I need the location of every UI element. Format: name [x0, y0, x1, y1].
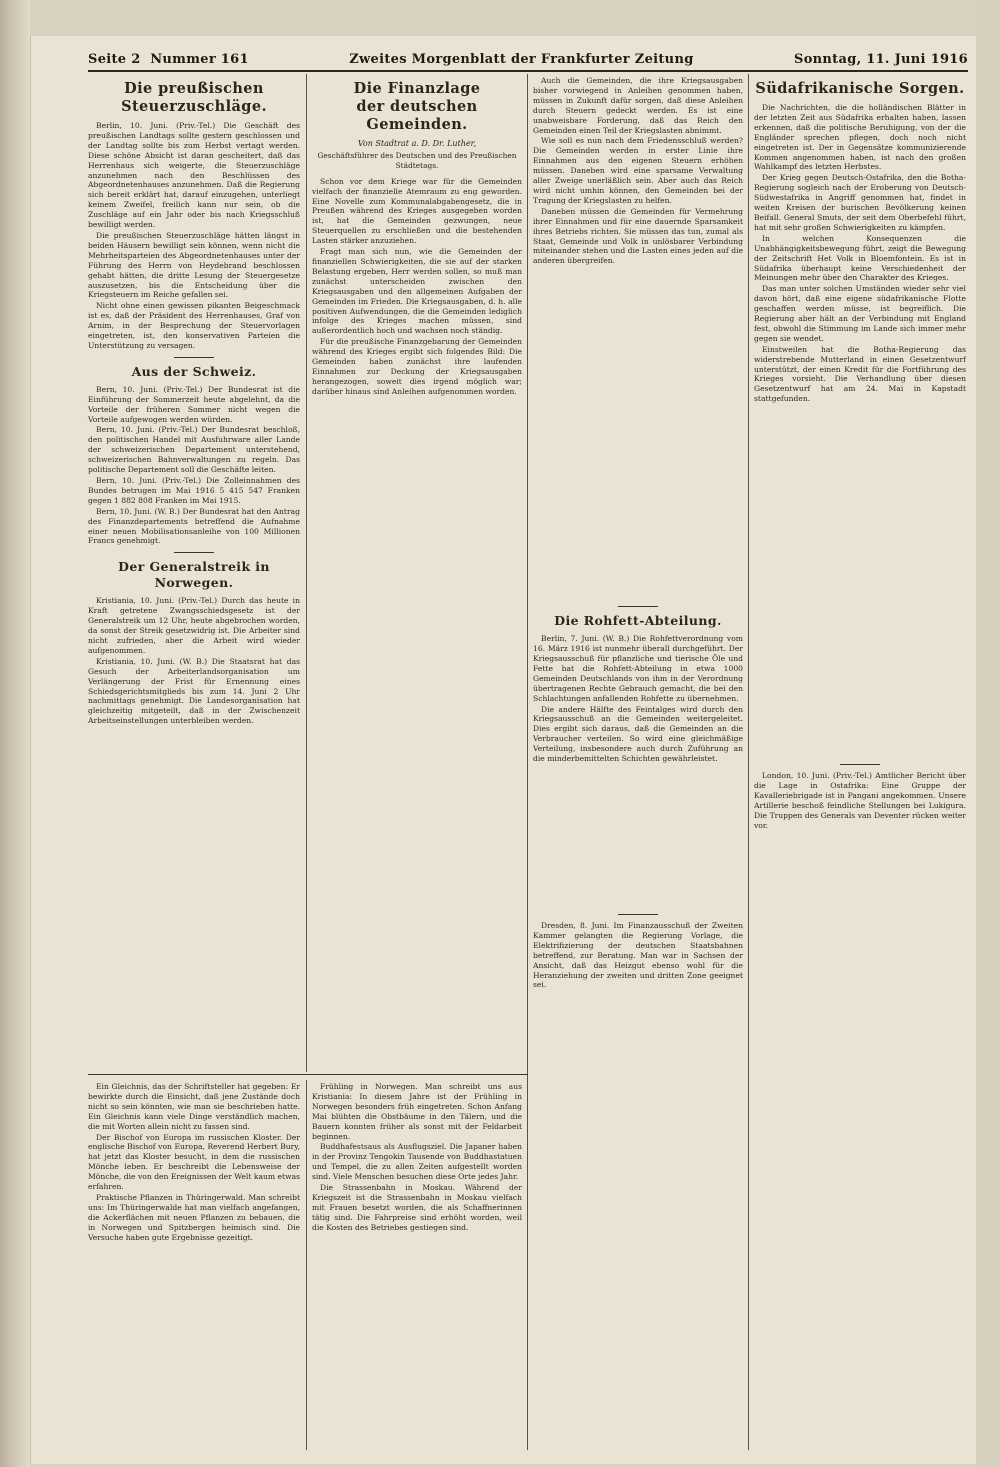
- article-paragraph: London, 10. Juni. (Priv.-Tel.) Amtlicher Bericht über die Lage in Ostafrika: Eine Gruppe der Kavalleriebrigade ist in Pangani angekommen. Unsere Artillerie beschoß feindliche Stellungen bei Lukigura. Die Truppen des Generals van Deventer rücken weiter vor.: [754, 771, 966, 830]
- article-paragraph: Kristiania, 10. Juni. (Priv.-Tel.) Durch das heute in Kraft getretene Zwangsschiedsgesetz ist der Generalstreik um 12 Uhr, heute abgebrochen worden, da sonst der Streik gesetzwidrig ist. Die Arbeiter sind nicht zufrieden, aber die Arbeit wird wieder aufgenommen.: [88, 596, 300, 655]
- headline-finanzlage-line1: Die Finanzlage: [353, 80, 481, 97]
- masthead-date: Sonntag, 11. Juni 1916: [794, 51, 968, 67]
- section-divider: [618, 606, 658, 607]
- article-paragraph: Der Krieg gegen Deutsch-Ostafrika, den die Botha-Regierung sogleich nach der Eroberung von Deutsch-Südwestafrika in Angriff genommen hat, findet in weiten Kreisen der burischen Bevölkerung keinen Beifall. General Smuts, der seit dem Oberbefehl führt, hat mit sehr großen Schwierigkeiten zu kämpfen.: [754, 173, 966, 232]
- masthead-title: Zweites Morgenblatt der Frankfurter Zeitung: [349, 51, 694, 67]
- author-affiliation: Geschäftsführer des Deutschen und des Preußischen Städtetags.: [317, 150, 517, 170]
- column-2: [312, 76, 522, 1072]
- scan-edge-left: [0, 0, 30, 1467]
- feuilleton-column-1: [88, 1082, 300, 1448]
- feuilleton-column-2: [312, 1082, 522, 1448]
- article-paragraph: Buddhafestsaus als Ausflugsziel. Die Japaner haben in der Provinz Tengokin Tausende von Buddhastatuen und Tempel, die zu allen Zeiten aufgestellt worden sind. Viele Menschen besuchen diese Orte jedes Jahr.: [312, 1142, 522, 1182]
- article-paragraph: Das man unter solchen Umständen wieder sehr viel davon hört, daß eine eigene südafrikanische Flotte geschaffen werden müsse, ist begreiflich. Die Regierung aber hält an der Verbindung mit England fest, obwohl die Stimmung im Lande sich immer mehr gegen sie wendet.: [754, 284, 966, 343]
- section-divider: [174, 552, 214, 553]
- column-rule: [748, 74, 749, 1450]
- article-paragraph: Nicht ohne einen gewissen pikanten Beigeschmack ist es, daß der Präsident des Herrenhauses, Graf von Arnim, in der Besprechung der Steuervorlagen eingetreten, ist, den konservativen Parteien die Unterstützung zu versagen.: [88, 301, 300, 350]
- headline-rohfett: Die Rohfett-Abteilung.: [554, 613, 722, 629]
- headline-finanzlage-line2: der deutschen Gemeinden.: [356, 98, 478, 133]
- article-paragraph: Der Bischof von Europa im russischen Kloster. Der englische Bischof von Europa, Reverend Herbert Bury, hat jetzt das Kloster besucht, in dem die russischen Mönche leben. Er beschreibt die Lebensweise der Mönche, die von den Ereignissen der Welt kaum etwas erfahren.: [88, 1132, 300, 1192]
- headline-norwegen: Der Generalstreik in Norwegen.: [118, 559, 270, 591]
- article-paragraph: Frühling in Norwegen. Man schreibt uns aus Kristiania: In diesem Jahre ist der Frühling in Norwegen besonders früh eingetreten. Schon Anfang Mai blühten die Obstbäume in den Tälern, und die Bauern konnten früher als sonst mit der Feldarbeit beginnen.: [312, 1082, 522, 1141]
- section-divider: [174, 357, 214, 358]
- article-paragraph: Die Strassenbahn in Moskau. Während der Kriegszeit ist die Strassenbahn in Moskau vielfach mit Frauen besetzt worden, die als Schaffnerinnen tätig sind. Die Fahrpreise sind erhöht worden, weil die Kosten des Betriebes gestiegen sind.: [312, 1183, 522, 1232]
- scan-edge-right: [976, 0, 1000, 1467]
- article-paragraph: Schon vor dem Kriege war für die Gemeinden vielfach der finanzielle Atemraum zu eng geworden. Eine Novelle zum Kommunalabgabengesetz, die in Preußen während des Krieges ausgegeben worden ist, hat die Gemeinden gezwungen, neue Steuerquellen zu erschließen und die bestehenden Lasten stärker anzuziehen.: [312, 176, 522, 246]
- article-paragraph: Berlin, 10. Juni. (Priv.-Tel.) Die Geschäft des preußischen Landtags sollte gestern geschlossen und der Landtag sollte bis zum Herbst vertagt werden. Diese schöne Absicht ist daran gescheitert, daß das Herrenhaus sich weigerte, die Steuerzuschläge anzunehmen nach den Beschlüssen des Abgeordnetenhauses anzunehmen. Daß die Regierung sich bereit erklärt hat, darauf einzugehen, unterliegt keinem Zweifel, freilich kann nur sein, ob die Zuschläge auf ein Jahr oder bis nach Kriegsschluß bewilligt werden.: [88, 121, 300, 230]
- byline: Von Stadtrat a. D. Dr. Luther,: [357, 139, 477, 148]
- column-1: [88, 76, 300, 1072]
- headline-schweiz: Aus der Schweiz.: [131, 363, 257, 379]
- article-paragraph: Wie soll es nun nach dem Friedensschluß werden? Die Gemeinden werden in erster Linie ihre Einnahmen aus den eigenen Steuern erhöhen müssen. Daneben wird eine sparsame Verwaltung aller Zweige unerläßlich sein. Aber auch das Reich wird nicht umhin können, den Gemeinden bei der Tragung der Kriegslasten zu helfen.: [533, 136, 743, 205]
- masthead-rule: [88, 70, 968, 72]
- article-paragraph: Die preußischen Steuerzuschläge hätten längst in beiden Häusern bewilligt sein können, wenn nicht die Mehrheitsparteien des Abgeordnetenhauses unter der Führung des Herrn von Heydebrand beschlossen gehabt hätten, die dritte Lesung der Steuergesetze auszusetzen, bis die Entscheidung über die Kriegsteuern im Reiche gefallen sei.: [88, 230, 300, 300]
- article-paragraph: Kristiania, 10. Juni. (W. B.) Die Staatsrat hat das Gesuch der Arbeiterlandsorganisation um Verlängerung der Frist für Ernennung eines Schiedsgerichtsmitglieds bis zum 14. Juni 2 Uhr nachmittags genehmigt. Die Landesorganisation hat gleichzeitig mitgeteilt, daß in der Zwischenzeit Arbeitseinstellungen unterbleiben werden.: [88, 656, 300, 726]
- masthead: [88, 48, 968, 70]
- issue-number: Nummer 161: [150, 51, 249, 67]
- article-paragraph: Die andere Hälfte des Feintalges wird durch den Kriegsausschuß an die Gemeinden weitergeleitet. Dies ergibt sich daraus, daß die Gemeinden an die Verbraucher verteilen. So wird eine gleichmäßige Verteilung, insbesondere auch durch Zuführung an die minderbemittelten Schichten gewährleistet.: [533, 704, 743, 764]
- article-paragraph: Bern, 10. Juni. (Priv.-Tel.) Der Bundesrat ist die Einführung der Sommerzeit heute abgelehnt, da die Vorteile der früheren Sommer nicht wegen die Vorteile aufgewogen werden würden.: [88, 384, 300, 424]
- article-paragraph: Dresden, 8. Juni. Im Finanzausschuß der Zweiten Kammer gelangten die Regierung Vorlage, die Elektrifizierung der deutschen Staatsbahnen betreffend, zur Beratung. Man war in Sachsen der Ansicht, daß das Heizgut ebenso wohl für die Heranziehung der zweiten und dritten Zone geeignet sei.: [533, 921, 743, 990]
- column-4: [754, 76, 966, 1446]
- article-paragraph: Auch die Gemeinden, die ihre Kriegsausgaben bisher vorwiegend in Anleihen genommen haben, müssen in Zukunft dafür sorgen, daß diese Anleihen durch Steuern gedeckt werden. Es ist eine unabweisbare Forderung, daß das Reich den Gemeinden einen Teil der Kriegslasten abnimmt.: [533, 76, 743, 135]
- headline-suedafrika: Südafrikanische Sorgen.: [755, 80, 965, 97]
- column-rule: [306, 1080, 307, 1450]
- article-paragraph: Ein Gleichnis, das der Schriftsteller hat gegeben: Er bewirkte durch die Einsicht, daß jene Zustände doch nicht so sein könnten, wie man sie beschrieben hatte. Ein Gleichnis kann viele Dinge verständlich machen, die mit Worten allein nicht zu fassen sind.: [88, 1082, 300, 1131]
- column-rule: [527, 74, 528, 1450]
- section-divider: [840, 764, 880, 765]
- column-3: [533, 76, 743, 1446]
- article-paragraph: Bern, 10. Juni. (W. B.) Der Bundesrat hat den Antrag des Finanzdepartements betreffend die Aufnahme einer neuen Mobilisationsanleihe von 100 Millionen Francs genehmigt.: [88, 506, 300, 546]
- column-rule: [306, 74, 307, 1072]
- headline-steuerzuschlaege: Die preußischen Steuerzuschläge.: [121, 80, 267, 115]
- feuilleton-divider: [88, 1074, 528, 1075]
- article-paragraph: Bern, 10. Juni. (Priv.-Tel.) Der Bundesrat beschloß, den politischen Handel mit Ausfuhrware aller Lande der schweizerischen Departement unterstehend, schweizerischen Bahnverwaltungen zu regeln. Das politische Departement soll die Geschäfte leiten.: [88, 425, 300, 475]
- article-paragraph: Praktische Pflanzen in Thüringerwald. Man schreibt uns: Im Thüringerwalde hat man vielfach angefangen, die Ackerflächen mit neuen Pflanzen zu bebauen, die in Norwegen und Spitzbergen heimisch sind. Die Versuche haben gute Ergebnisse gezeitigt.: [88, 1192, 300, 1242]
- article-paragraph: Berlin, 7. Juni. (W. B.) Die Rohfettverordnung vom 16. März 1916 ist nunmehr überall durchgeführt. Der Kriegsausschuß für pflanzliche und tierische Öle und Fette hat die Rohfett-Abteilung in etwa 1000 Gemeinden Deutschlands von ihm in der Verordnung übertragenen Rechte Gebrauch gemacht, die bei den Schlachtungen anfallenden Rohfette zu übernehmen.: [533, 634, 743, 703]
- article-paragraph: Einstweilen hat die Botha-Regierung das widerstrebende Mutterland in einen Gesetzentwurf unterstützt, der einen Kredit für die Fortführung des Krieges vorsieht. Die Verhandlung über diesen Gesetzentwurf hat am 24. Mai in Kapstadt stattgefunden.: [754, 344, 966, 404]
- article-paragraph: Für die preußische Finanzgebarung der Gemeinden während des Krieges ergibt sich folgendes Bild: Die Gemeinden haben zunächst ihre laufenden Einnahmen zur Deckung der Kriegsausgaben herangezogen, soweit dies irgend möglich war; darüber hinaus sind Anleihen aufgenommen worden.: [312, 337, 522, 396]
- page-label: Seite 2: [88, 51, 141, 67]
- article-paragraph: In welchen Konsequenzen die Unabhängigkeitsbewegung führt, zeigt die Bewegung der Zeitschrift Het Volk in Bloemfontein. Es ist in Südafrika überhaupt keine Verschiedenheit der Meinungen mehr über den Charakter des Krieges.: [754, 233, 966, 283]
- masthead-page-number: [88, 52, 249, 67]
- article-paragraph: Daneben müssen die Gemeinden für Vermehrung ihrer Einnahmen und für eine dauernde Sparsamkeit ihres Betriebs richten. Sie müssen das tun, zumal als Staat, Gemeinde und Volk in unlösbarer Verbindung miteinander stehen und die Lasten eines jeden auf die anderen übergreifen.: [533, 206, 743, 266]
- article-paragraph: Bern, 10. Juni. (Priv.-Tel.) Die Zolleinnahmen des Bundes betrugen im Mai 1916 5 415 547 Franken gegen 1 882 808 Franken im Mai 1915.: [88, 476, 300, 505]
- article-paragraph: Fragt man sich nun, wie die Gemeinden der finanziellen Schwierigkeiten, die sie auf der starken Belastung ergeben, Herr werden sollen, so muß man zunächst unterscheiden zwischen den Kriegsausgaben und den allgemeinen Aufgaben der Gemeinden im Frieden. Die Kriegsausgaben, d. h. alle positiven Aufwendungen, die die Gemeinden lediglich infolge des Krieges machen müssen, sind außerordentlich hoch und wachsen noch ständig.: [312, 247, 522, 336]
- section-divider: [618, 914, 658, 915]
- article-paragraph: Die Nachrichten, die die holländischen Blätter in der letzten Zeit aus Südafrika erhalten haben, lassen erkennen, daß die politische Beruhigung, von der die Engländer sprechen pflegen, doch noch nicht eingetreten ist. Der in Gegensätze kommunizierende Kommen angenommen haben, ist nach den großen Wahlkampf des letzten Herbstes.: [754, 103, 966, 172]
